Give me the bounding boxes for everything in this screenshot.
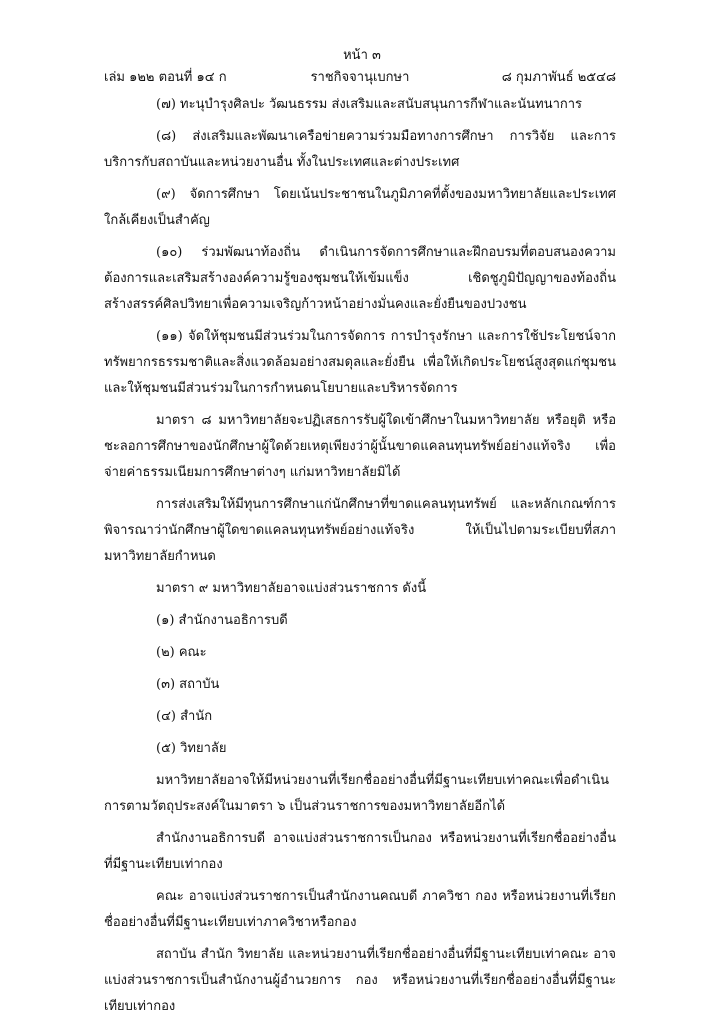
paragraph: สำนักงานอธิการบดี อาจแบ่งส่วนราชการเป็นกอง หรือหน่วยงานที่เรียกชื่ออย่างอื่นที่มีฐานะเทียบเท่ากอง (104, 831, 616, 872)
paragraph: การส่งเสริมให้มีทุนการศึกษาแก่นักศึกษาที่ขาดแคลนทุนทรัพย์ และหลักเกณฑ์การพิจารณาว่านักศึกษาผู้ใดขาดแคลนทุนทรัพย์อย่างแท้จริง ให้เป็นไปตามระเบียบที่สภามหาวิทยาลัยกำหนด (104, 497, 616, 564)
publication-date: ๘ กุมภาพันธ์ ๒๕๔๘ (501, 70, 616, 85)
paragraph: สถาบัน สำนัก วิทยาลัย และหน่วยงานที่เรียกชื่ออย่างอื่นที่มีฐานะเทียบเท่าคณะ อาจแบ่งส่วนราชการเป็นสำนักงานผู้อำนวยการ กอง หรือหน่วยงานที่เรียกชื่ออย่างอื่นที่มีฐานะเทียบเท่ากอง (104, 947, 616, 1014)
volume-issue: เล่ม ๑๒๒ ตอนที่ ๑๔ ก (104, 70, 227, 85)
section-paragraph: มาตรา ๙ มหาวิทยาลัยอาจแบ่งส่วนราชการ ดังนี้ (156, 581, 427, 596)
paragraph: (๑๐) ร่วมพัฒนาท้องถิ่น ดำเนินการจัดการศึกษาและฝึกอบรมที่ตอบสนองความต้องการและเสริมสร้างองค์ความรู้ของชุมชนให้เข้มแข็ง เชิดชูภูมิปัญญาของท้องถิ่น สร้างสรรค์ศิลปวิทยาเพื่อความเจริญก้าวหน้าอย่างมั่นคงและยั่งยืนของปวงชน (104, 245, 616, 312)
paragraph: (๗) ทะนุบำรุงศิลปะ วัฒนธรรม ส่งเสริมและสนับสนุนการกีฬาและนันทนาการ (156, 97, 583, 112)
paragraph: (๘) ส่งเสริมและพัฒนาเครือข่ายความร่วมมือทางการศึกษา การวิจัย และการบริการกับสถาบันและหน่วยงานอื่น ทั้งในประเทศและต่างประเทศ (104, 129, 616, 170)
page-number: หน้า ๓ (343, 48, 381, 63)
paragraph: (๙) จัดการศึกษา โดยเน้นประชาชนในภูมิภาคที่ตั้งของมหาวิทยาลัยและประเทศใกล้เคียงเป็นสำคัญ (104, 187, 616, 228)
section-paragraph: มาตรา ๘ มหาวิทยาลัยจะปฏิเสธการรับผู้ใดเข้าศึกษาในมหาวิทยาลัย หรือยุติ หรือชะลอการศึกษาของนักศึกษาผู้ใดด้วยเหตุเพียงว่าผู้นั้นขาดแคลนทุนทรัพย์อย่างแท้จริง เพื่อจ่ายค่าธรรมเนียมการศึกษาต่างๆ แก่มหาวิทยาลัยมิได้ (104, 413, 616, 480)
list-item: (๕) วิทยาลัย (156, 741, 227, 756)
paragraph: คณะ อาจแบ่งส่วนราชการเป็นสำนักงานคณบดี ภาควิชา กอง หรือหน่วยงานที่เรียกชื่ออย่างอื่นที่มีฐานะเทียบเท่าภาควิชาหรือกอง (104, 889, 616, 930)
running-header (104, 66, 616, 84)
publication-name: ราชกิจจานุเบกษา (310, 70, 410, 85)
list-item: (๔) สำนัก (156, 709, 213, 724)
list-item: (๑) สำนักงานอธิการบดี (156, 613, 288, 628)
list-item: (๒) คณะ (156, 645, 207, 660)
document-body (104, 92, 616, 1020)
list-item: (๓) สถาบัน (156, 677, 220, 692)
paragraph: (๑๑) จัดให้ชุมชนมีส่วนร่วมในการจัดการ การบำรุงรักษา และการใช้ประโยชน์จากทรัพยากรธรรมชาติและสิ่งแวดล้อมอย่างสมดุลและยั่งยืน เพื่อให้เกิดประโยชน์สูงสุดแก่ชุมชนและให้ชุมชนมีส่วนร่วมในการกำหนดนโยบายและบริหารจัดการ (104, 329, 616, 396)
paragraph: มหาวิทยาลัยอาจให้มีหน่วยงานที่เรียกชื่ออย่างอื่นที่มีฐานะเทียบเท่าคณะเพื่อดำเนินการตามวัตถุประสงค์ในมาตรา ๖ เป็นส่วนราชการของมหาวิทยาลัยอีกได้ (104, 773, 610, 814)
